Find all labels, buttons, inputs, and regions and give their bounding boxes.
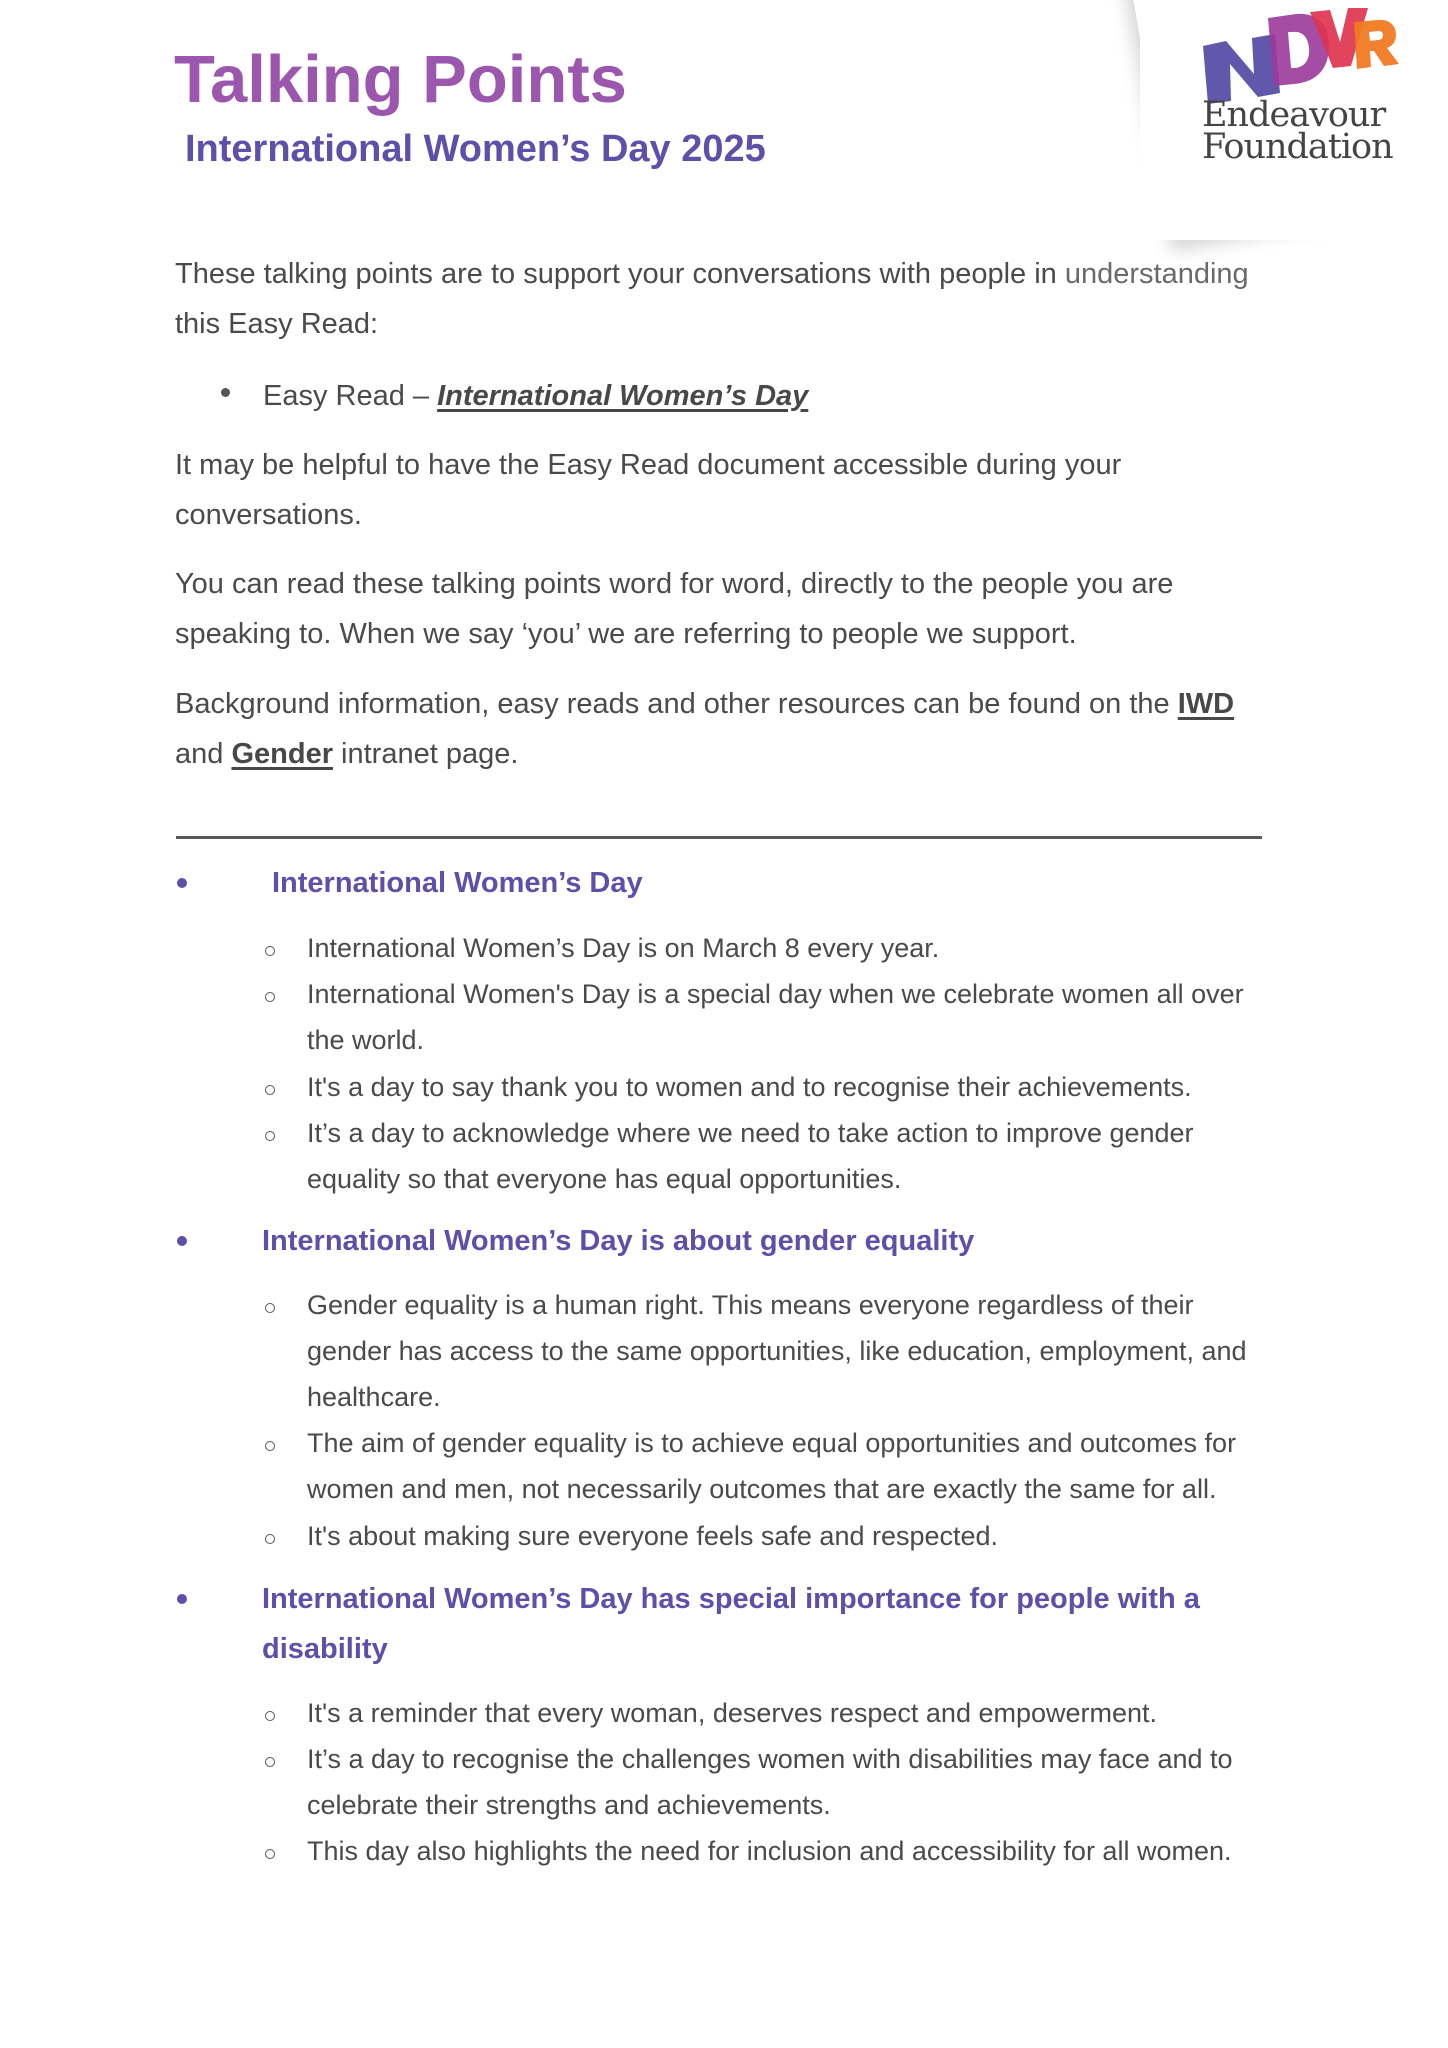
talking-point-item: Gender equality is a human right. This means everyone regardless of their: [307, 1290, 1194, 1320]
page-subtitle: International Women’s Day 2025: [185, 128, 766, 170]
intro-paragraph-2-line-1: It may be helpful to have the Easy Read document accessible during your: [175, 449, 1122, 481]
sub-bullet-icon: [265, 1085, 275, 1095]
section-bullet-icon: [177, 1594, 187, 1604]
intro-paragraph-4-line-1: [175, 686, 1234, 722]
intro-text-understanding: understanding: [1064, 258, 1249, 290]
logo-name-line2: Foundation: [1202, 127, 1393, 167]
intro-text: and: [175, 738, 224, 770]
talking-point-item: This day also highlights the need for inclusion and accessibility for all women.: [307, 1836, 1232, 1866]
section-heading: International Women’s Day has special importance for people with a: [262, 1583, 1200, 1615]
talking-point-item: healthcare.: [307, 1382, 441, 1412]
sub-bullet-icon: [265, 1757, 275, 1767]
talking-point-item: It's a reminder that every woman, deserves respect and empowerment.: [307, 1698, 1158, 1728]
intro-paragraph-2-line-2: conversations.: [175, 499, 362, 531]
talking-point-item: the world.: [307, 1025, 425, 1055]
talking-point-item: The aim of gender equality is to achieve equal opportunities and outcomes for: [307, 1428, 1237, 1458]
sub-bullet-icon: [265, 1303, 275, 1313]
sub-bullet-icon: [265, 1131, 275, 1141]
section-bullet-icon: [177, 1236, 187, 1246]
talking-point-item: gender has access to the same opportunities, like education, employment, and: [307, 1336, 1247, 1366]
logo-letter-r: [1354, 20, 1399, 69]
intro-paragraph-1-line-2: this Easy Read:: [175, 308, 379, 340]
intro-text: These talking points are to support your conversations with people in: [175, 258, 1057, 290]
intro-paragraph-3-line-2: speaking to. When we say ‘you’ we are referring to people we support.: [175, 618, 1077, 650]
sub-bullet-icon: [265, 992, 275, 1002]
talking-point-item: It's a day to say thank you to women and to recognise their achievements.: [307, 1072, 1192, 1102]
talking-point-item: women and men, not necessarily outcomes that are exactly the same for all.: [307, 1474, 1217, 1504]
bullet-icon: [221, 388, 230, 397]
talking-point-item: It's about making sure everyone feels safe and respected.: [307, 1521, 999, 1551]
logo-letter-n: [1203, 34, 1280, 104]
section-heading: disability: [262, 1633, 388, 1665]
talking-point-item: International Women’s Day is on March 8 every year.: [307, 933, 940, 963]
talking-point-item: equality so that everyone has equal opportunities.: [307, 1164, 902, 1194]
talking-point-item: It’s a day to recognise the challenges women with disabilities may face and to: [307, 1744, 1233, 1774]
intro-paragraph-4-line-2: [175, 736, 518, 772]
intro-text: Background information, easy reads and other resources can be found on the: [175, 688, 1170, 720]
easy-read-prefix: Easy Read –: [263, 380, 438, 412]
gender-link[interactable]: Gender: [231, 738, 333, 770]
intro-paragraph-3-line-1: You can read these talking points word for word, directly to the people you are: [175, 568, 1174, 600]
talking-point-item: celebrate their strengths and achievements.: [307, 1790, 831, 1820]
sub-bullet-icon: [265, 1441, 275, 1451]
sub-bullet-icon: [265, 1711, 275, 1721]
talking-point-item: International Women's Day is a special day when we celebrate women all over: [307, 979, 1244, 1009]
easy-read-link[interactable]: International Women’s Day: [437, 380, 809, 412]
intro-paragraph-1-line-1: [175, 256, 1249, 292]
intro-text: intranet page.: [341, 738, 519, 770]
sub-bullet-icon: [265, 946, 275, 956]
easy-read-bullet: [263, 378, 808, 414]
logo-name-line1: Endeavour: [1202, 95, 1386, 135]
section-divider: [176, 836, 1262, 839]
section-heading: International Women’s Day is about gender equality: [262, 1225, 975, 1257]
section-heading: International Women’s Day: [272, 867, 643, 899]
section-bullet-icon: [177, 878, 187, 888]
page-title: Talking Points: [174, 42, 627, 117]
sub-bullet-icon: [265, 1849, 275, 1859]
sub-bullet-icon: [265, 1534, 275, 1544]
iwd-link[interactable]: IWD: [1177, 688, 1235, 720]
talking-point-item: It’s a day to acknowledge where we need to take action to improve gender: [307, 1118, 1194, 1148]
